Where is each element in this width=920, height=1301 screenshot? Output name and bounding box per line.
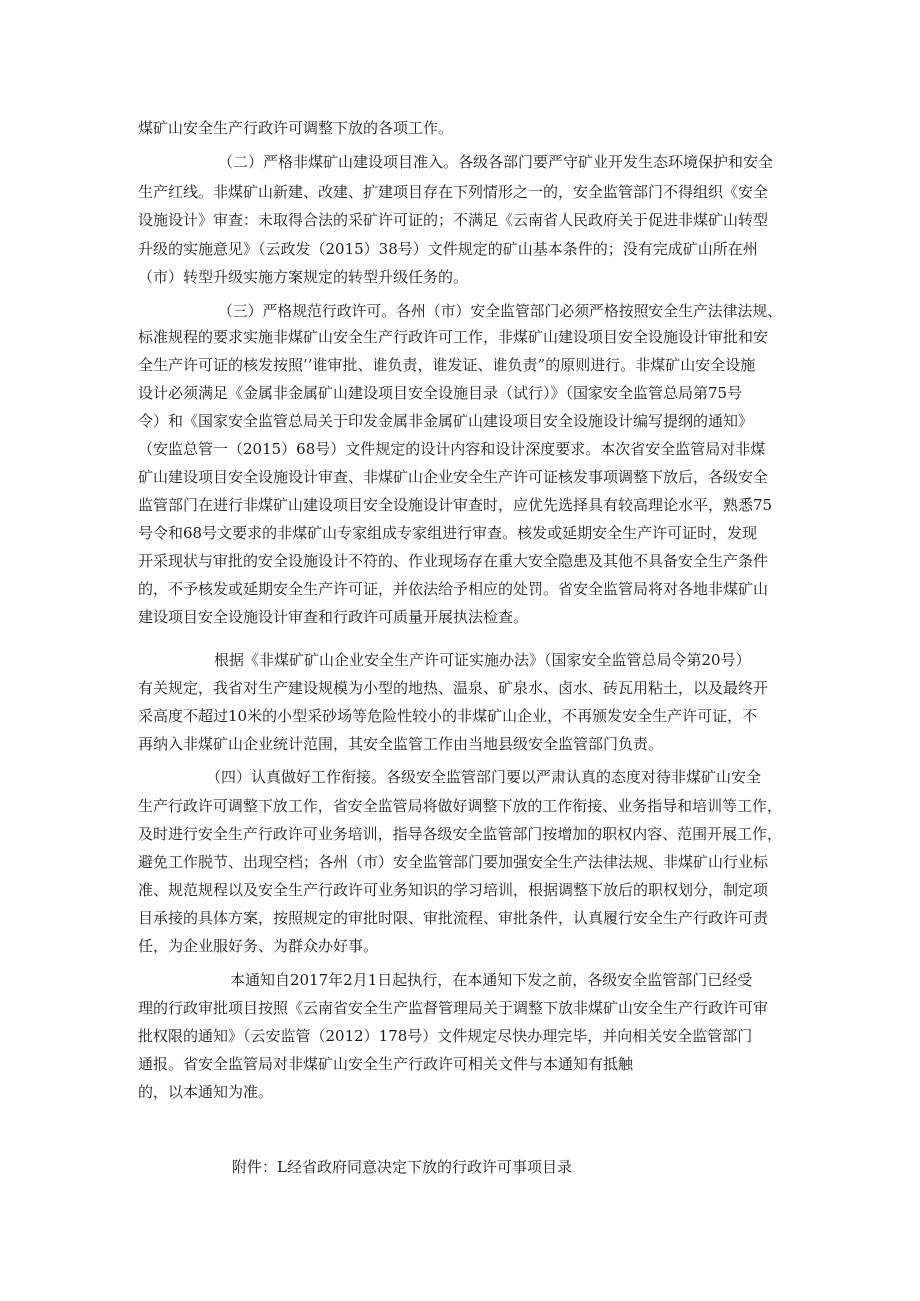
text-line: 建设项目安全设施设计审查和行政许可质量开展执法检查。 xyxy=(138,608,529,626)
text-line: 升级的实施意见》（云政发（2015）38号）文件规定的矿山基本条件的；没有完成矿山所在州 xyxy=(138,240,758,258)
text-line: （市）转型升级实施方案规定的转型升级任务的。 xyxy=(138,268,469,286)
attachment-line: 附件：L经省政府同意决定下放的行政许可事项目录 xyxy=(232,1158,572,1176)
text-line: 目承接的具体方案，按照规定的审批时限、审批流程、审批条件，认真履行安全生产行政许可责 xyxy=(138,909,769,927)
text-line: 准、规范规程以及安全生产行政许可业务知识的学习培训，根据调整下放后的职权划分，制定项 xyxy=(138,881,769,899)
text-line: 号令和68号文要求的非煤矿山专家组成专家组进行审查。核发或延期安全生产许可证时，发现 xyxy=(138,524,758,542)
text-line: 生产红线。非煤矿山新建、改建、扩建项目存在下列情形之一的，安全监管部门不得组织《安全 xyxy=(138,183,769,201)
text-line: 通报。省安全监管局对非煤矿山安全生产行政许可相关文件与本通知有抵触 xyxy=(138,1055,634,1073)
text-line: （二）严格非煤矿山建设项目准入。各级各部门要严守矿业开发生态环境保护和安全 xyxy=(218,153,774,171)
text-line: 任，为企业服好务、为群众办好事。 xyxy=(138,937,379,955)
text-line: （三）严格规范行政许可。各州（市）安全监管部门必须严格按照安全生产法律法规、 xyxy=(218,302,783,320)
text-line: （四）认真做好工作衔接。各级安全监管部门要以严肃认真的态度对待非煤矿山安全 xyxy=(206,768,762,786)
text-line: 的，以本通知为准。 xyxy=(138,1083,274,1101)
text-line: 有关规定，我省对生产建设规模为小型的地热、温泉、矿泉水、卤水、砖瓦用粘土，以及最终开 xyxy=(138,679,769,697)
text-line: 避免工作脱节、出现空档；各州（市）安全监管部门要加强安全生产法律法规、非煤矿山行业标 xyxy=(138,853,769,871)
text-line: 监管部门在进行非煤矿山建设项目安全设施设计审查时，应优先选择具有较高理论水平，熟悉75 xyxy=(138,496,773,514)
text-line: 矿山建设项目安全设施设计审查、非煤矿山企业安全生产许可证核发事项调整下放后，各级安全 xyxy=(138,468,769,486)
text-line: （安监总管一（2015）68号）文件规定的设计内容和设计深度要求。本次省安全监管局对非煤 xyxy=(138,440,766,458)
text-line: 再纳入非煤矿山企业统计范围，其安全监管工作由当地县级安全监管部门负责。 xyxy=(138,735,664,753)
text-line: 根据《非煤矿矿山企业安全生产许可证实施办法》（国家安全监管总局令第20号） xyxy=(214,651,751,669)
text-line: 理的行政审批项目按照《云南省安全生产监督管理局关于调整下放非煤矿山安全生产行政许可审 xyxy=(138,999,769,1017)
text-line: 本通知自2017年2月1日起执行，在本通知下发之前，各级安全监管部门已经受 xyxy=(230,971,753,989)
text-line: 生产行政许可调整下放工作，省安全监管局将做好调整下放的工作衔接、业务指导和培训等工作， xyxy=(138,797,783,815)
text-line: 煤矿山安全生产行政许可调整下放的各项工作。 xyxy=(138,119,454,137)
text-line: 令）和《国家安全监管总局关于印发金属非金属矿山建设项目安全设施设计编写提纲的通知》 xyxy=(138,412,754,430)
text-line: 标准规程的要求实施非煤矿山安全生产行政许可工作，非煤矿山建设项目安全设施设计审批和安 xyxy=(138,328,769,346)
text-line: 批权限的通知》（云安监管（2012）178号）文件规定尽快办理完毕，并向相关安全监管部门 xyxy=(138,1027,753,1045)
text-line: 设计必须满足《金属非金属矿山建设项目安全设施目录（试行）》（国家安全监管总局第75号 xyxy=(138,384,743,402)
text-line: 及时进行安全生产行政许可业务培训，指导各级安全监管部门按增加的职权内容、范围开展工作， xyxy=(138,825,783,843)
text-line: 采高度不超过10米的小型采砂场等危险性较小的非煤矿山企业，不再颁发安全生产许可证，不 xyxy=(138,707,758,725)
text-line: 设施设计》审查：未取得合法的采矿许可证的；不满足《云南省人民政府关于促进非煤矿山转型 xyxy=(138,211,769,229)
text-line: 的，不予核发或延期安全生产许可证，并依法给予相应的处罚。省安全监管局将对各地非煤矿山 xyxy=(138,580,769,598)
text-line: 开采现状与审批的安全设施设计不符的、作业现场存在重大安全隐患及其他不具备安全生产条件 xyxy=(138,552,769,570)
text-line: 全生产许可证的核发按照’’谁审批、谁负责，谁发证、谁负责”的原则进行。非煤矿山安全设施 xyxy=(138,356,756,374)
